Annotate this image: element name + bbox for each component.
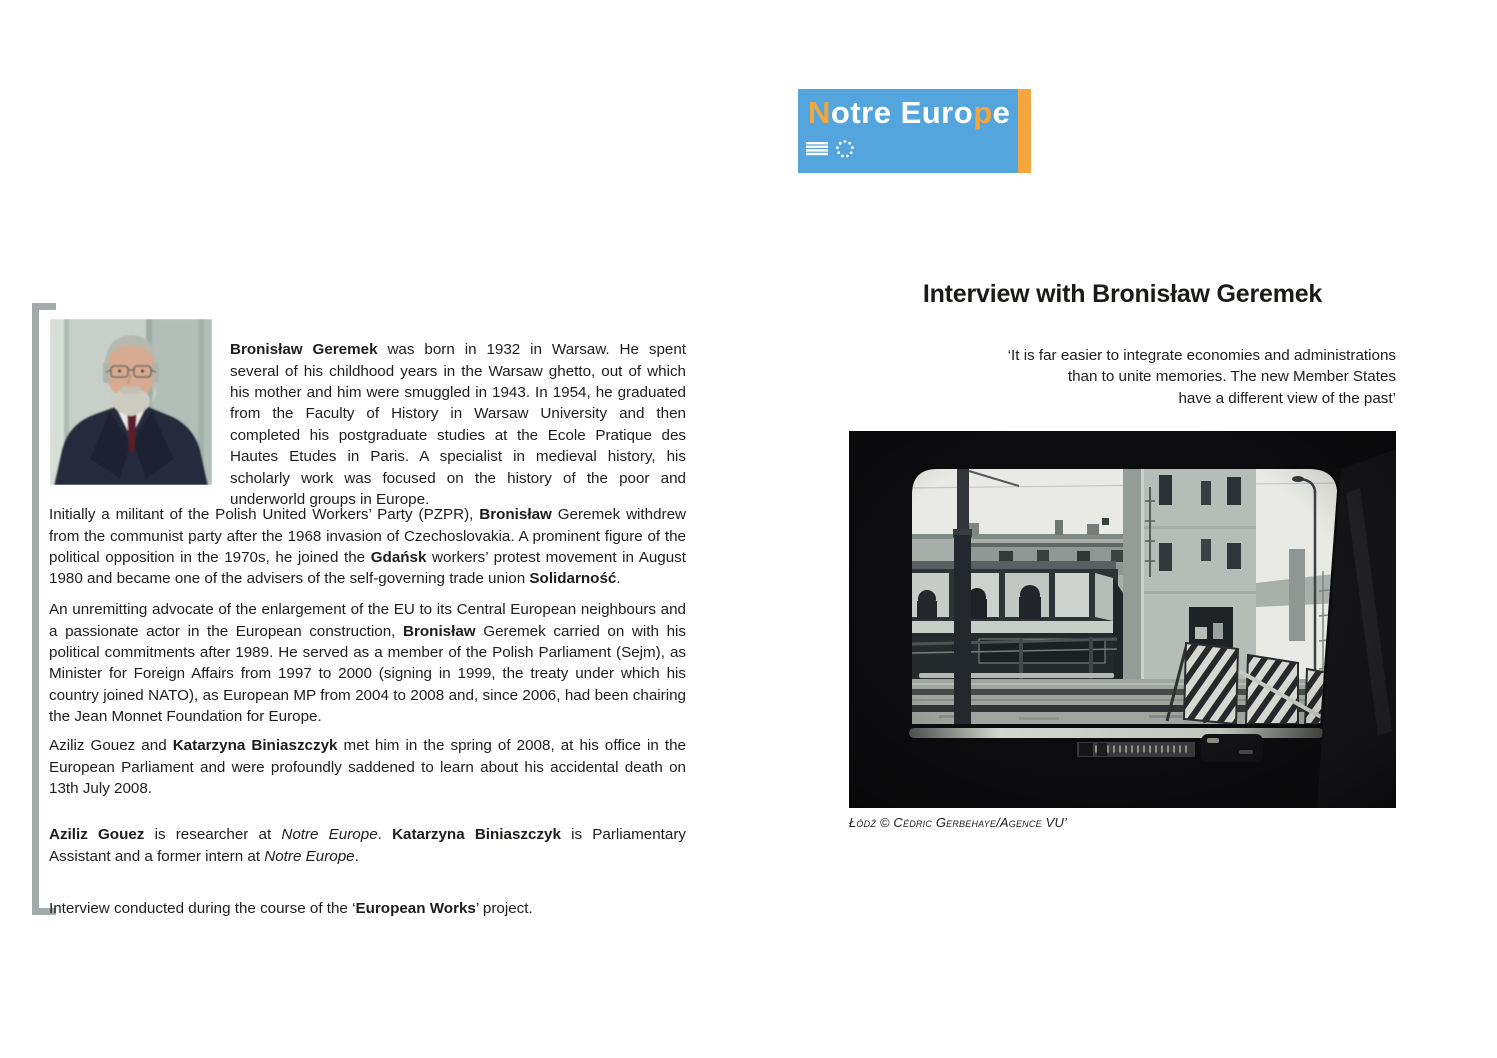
notre-europe-logo [673, 89, 1031, 213]
bio-paragraph-3: An unremitting advocate of the enlargement of the EU to its Central European neighbours and a passionate actor in the European construction, Bronisław Geremek carried on with his political commitments after 1989. He served as a member of the Polish Parliament (Sejm), as Minister for Foreign Affairs from 1997 to 2000 (signing in 1999, the treaty under which his country joined NATO), as European MP from 2004 to 2008 and, since 2006, had been chairing the Jean Monnet Foundation for Europe. [49, 601, 686, 726]
logo-letter-n: N [808, 95, 831, 130]
logo-tagline-fr: Penser l'unité européenne [673, 199, 829, 213]
photo-caption: Łódź © Cédric Gerbehaye/Agence VU’ [849, 815, 1068, 830]
portrait-photo [50, 319, 212, 485]
logo-letter-e: e [992, 95, 1011, 130]
margin-bracket-top [32, 303, 56, 310]
logo-tagline-en: Thinking a united Europe [679, 185, 829, 199]
logo-letter-p: p [973, 95, 993, 130]
logo-icons [673, 139, 855, 213]
logo-letters-mid: otre Euro [830, 95, 974, 130]
bio-paragraph-4: Aziliz Gouez and Katarzyna Biniaszczyk met him in the spring of 2008, at his office in the European Parliament and were profoundly saddened to learn about his accidental death on 13th July 2008. [49, 737, 687, 797]
logo-taglines [673, 185, 829, 213]
authors-credit: Aziliz Gouez is researcher at Notre Europe. Katarzyna Biniaszczyk is Parliamentary Assistant and a former intern at Notre Europe. [49, 826, 686, 865]
bio-paragraph-1: Bronisław Geremek was born in 1932 in Warsaw. He spent several of his childhood years in the Warsaw ghetto, out of which his mother and him were smuggled in 1943. In 1954, he graduated from the Faculty of History in Warsaw University and then completed his postgraduate studies at the Ecole Pratique des Hautes Etudes in Paris. A specialist in medieval history, his scholarly work was focused on the history of the poor and underworld groups in Europe. [230, 341, 687, 509]
logo-orange-stripe [1018, 89, 1031, 173]
logo-brand-text [808, 95, 1010, 131]
stripes-flag-icon [806, 141, 828, 162]
bio-paragraph-2: Initially a militant of the Polish United Workers’ Party (PZPR), Bronisław Geremek withdrew from the communist party after the 1968 invasion of Czechoslovakia. A prominent figure of the political opposition in the 1970s, he joined the Gdańsk workers’ protest movement in August 1980 and became one of the advisers of the self-governing trade union Solidarność. [49, 506, 686, 588]
quote-line-1: ‘It is far easier to integrate economies and administrations [1007, 347, 1396, 364]
quote-line-3: have a different view of the past’ [1178, 389, 1396, 407]
interview-title: Interview with Bronisław Geremek [922, 280, 1323, 308]
project-note: Interview conducted during the course of the ‘European Works’ project. [49, 900, 533, 918]
quote-line-2: than to unite memories. The new Member States [1067, 368, 1396, 386]
lodz-tram-window-photo [849, 431, 1396, 808]
pull-quote [849, 345, 1396, 409]
eu-stars-circle-icon [835, 139, 855, 164]
margin-bracket-line [32, 303, 39, 915]
